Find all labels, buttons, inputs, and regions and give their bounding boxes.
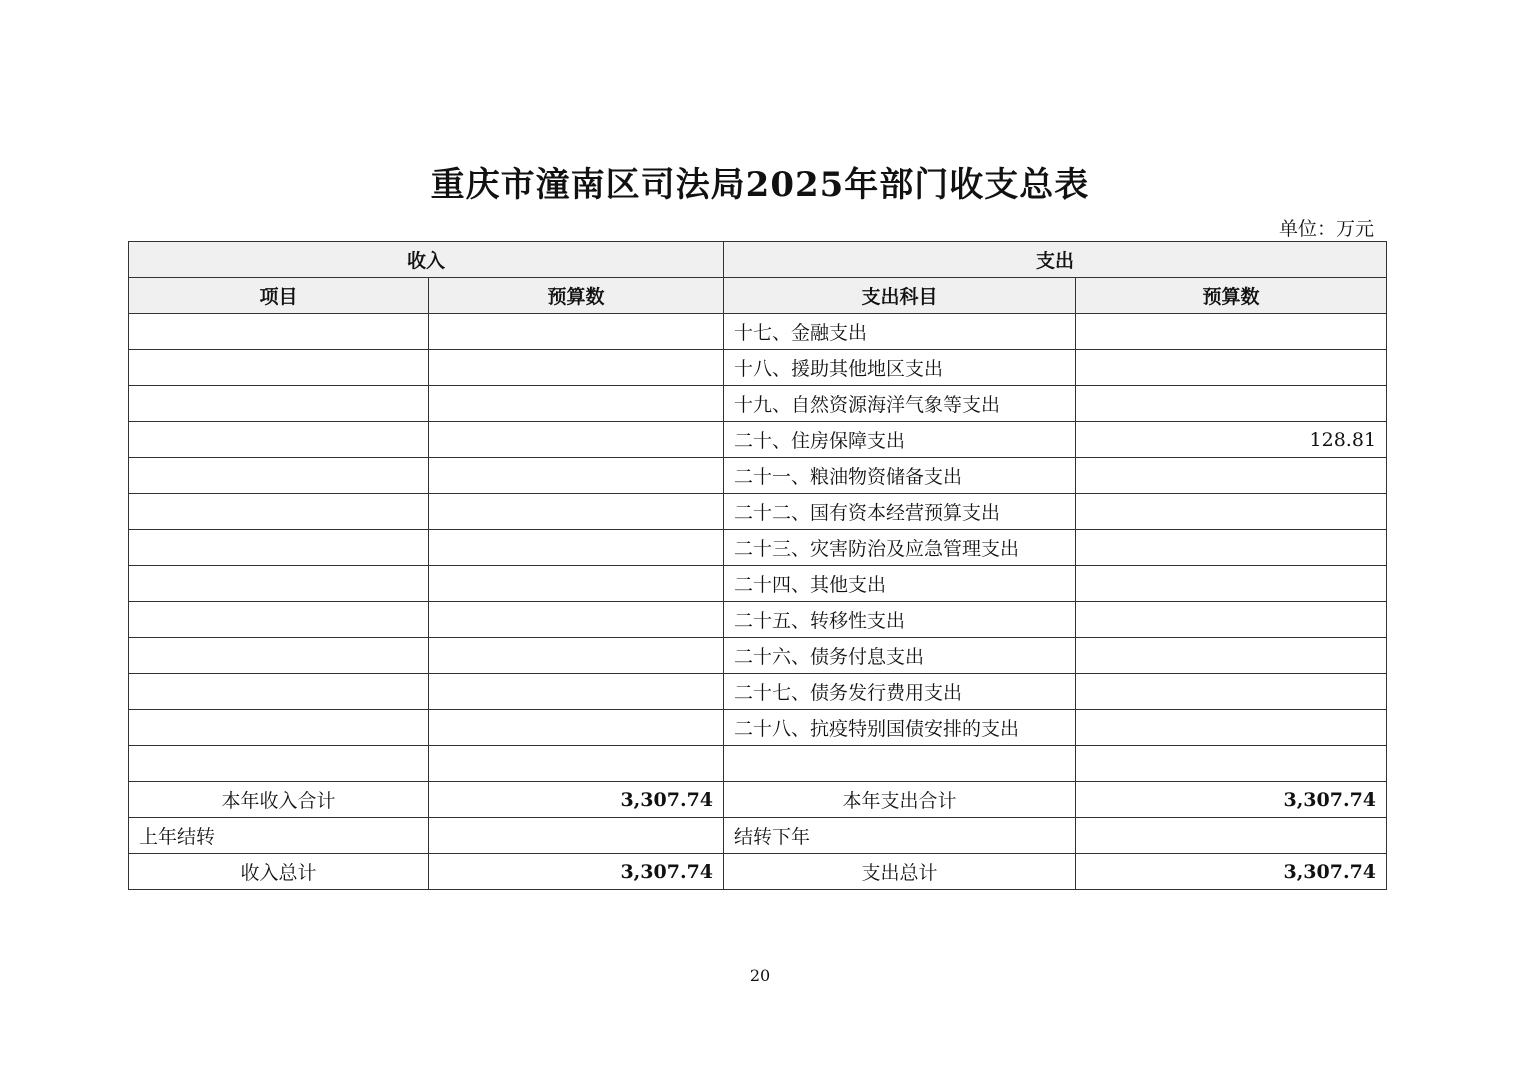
expense-item-cell: 二十四、其他支出 [724, 566, 1076, 602]
income-item-cell [129, 638, 429, 674]
table-row [129, 566, 1387, 602]
expense-item-cell: 十九、自然资源海洋气象等支出 [724, 386, 1076, 422]
income-item-cell [129, 494, 429, 530]
expense-budget-cell [1076, 494, 1387, 530]
year-income-label: 本年收入合计 [129, 782, 429, 818]
document-title: 重庆市潼南区司法局2025年部门收支总表 [430, 165, 1090, 205]
expense-budget-cell [1076, 350, 1387, 386]
expense-total-value: 3,307.74 [1076, 854, 1387, 890]
income-budget-cell [429, 674, 724, 710]
unit-label: 单位：万元 [1278, 218, 1374, 240]
income-budget-cell [429, 422, 724, 458]
income-budget-cell [429, 638, 724, 674]
income-header: 收入 [129, 242, 724, 278]
income-item-cell [129, 458, 429, 494]
expense-budget-cell [1076, 458, 1387, 494]
year-income-value: 3,307.74 [429, 782, 724, 818]
carryover-out-value [1076, 818, 1387, 854]
table-row [129, 746, 1387, 782]
income-item-cell [129, 710, 429, 746]
income-budget-cell [429, 494, 724, 530]
expense-item-cell: 二十一、粮油物资储备支出 [724, 458, 1076, 494]
income-budget-cell [429, 386, 724, 422]
expense-header: 支出 [724, 242, 1387, 278]
table-row [129, 710, 1387, 746]
income-budget-cell [429, 566, 724, 602]
income-item-cell [129, 530, 429, 566]
income-item-header: 项目 [129, 278, 429, 314]
income-budget-cell [429, 530, 724, 566]
table-row [129, 674, 1387, 710]
expense-item-cell: 二十五、转移性支出 [724, 602, 1076, 638]
income-budget-cell [429, 746, 724, 782]
header-column-row [129, 278, 1387, 314]
income-budget-cell [429, 602, 724, 638]
table-row [129, 638, 1387, 674]
carryover-row [129, 818, 1387, 854]
table-row [129, 350, 1387, 386]
expense-budget-cell [1076, 566, 1387, 602]
income-budget-cell [429, 710, 724, 746]
carryover-in-value [429, 818, 724, 854]
expense-item-header: 支出科目 [724, 278, 1076, 314]
income-total-label: 收入总计 [129, 854, 429, 890]
expense-budget-cell [1076, 638, 1387, 674]
income-budget-cell [429, 314, 724, 350]
income-item-cell [129, 566, 429, 602]
budget-summary-table [128, 241, 1387, 890]
table-row [129, 602, 1387, 638]
expense-item-cell: 二十二、国有资本经营预算支出 [724, 494, 1076, 530]
table-body [129, 314, 1387, 782]
table-row [129, 386, 1387, 422]
header-group-row [129, 242, 1387, 278]
expense-item-cell: 二十六、债务付息支出 [724, 638, 1076, 674]
expense-budget-cell [1076, 746, 1387, 782]
expense-item-cell: 二十七、债务发行费用支出 [724, 674, 1076, 710]
expense-budget-cell [1076, 386, 1387, 422]
income-item-cell [129, 746, 429, 782]
page-number: 20 [749, 966, 771, 985]
expense-total-label: 支出总计 [724, 854, 1076, 890]
income-item-cell [129, 674, 429, 710]
grand-total-row [129, 854, 1387, 890]
year-expense-label: 本年支出合计 [724, 782, 1076, 818]
table-row [129, 494, 1387, 530]
expense-item-cell: 十七、金融支出 [724, 314, 1076, 350]
expense-budget-cell [1076, 674, 1387, 710]
carryover-in-label: 上年结转 [129, 818, 429, 854]
income-item-cell [129, 314, 429, 350]
expense-item-cell: 十八、援助其他地区支出 [724, 350, 1076, 386]
income-item-cell [129, 350, 429, 386]
totals-body [129, 782, 1387, 890]
expense-item-cell: 二十八、抗疫特别国债安排的支出 [724, 710, 1076, 746]
expense-budget-cell [1076, 710, 1387, 746]
income-total-value: 3,307.74 [429, 854, 724, 890]
year-total-row [129, 782, 1387, 818]
table-row [129, 530, 1387, 566]
carryover-out-label: 结转下年 [724, 818, 1076, 854]
expense-item-cell: 二十三、灾害防治及应急管理支出 [724, 530, 1076, 566]
income-item-cell [129, 386, 429, 422]
expense-budget-cell: 128.81 [1076, 422, 1387, 458]
year-expense-value: 3,307.74 [1076, 782, 1387, 818]
income-item-cell [129, 422, 429, 458]
income-budget-cell [429, 458, 724, 494]
income-item-cell [129, 602, 429, 638]
expense-budget-cell [1076, 602, 1387, 638]
expense-budget-cell [1076, 530, 1387, 566]
expense-item-cell [724, 746, 1076, 782]
expense-item-cell: 二十、住房保障支出 [724, 422, 1076, 458]
table-row [129, 458, 1387, 494]
table-row [129, 314, 1387, 350]
expense-budget-header: 预算数 [1076, 278, 1387, 314]
table-row [129, 422, 1387, 458]
expense-budget-cell [1076, 314, 1387, 350]
income-budget-cell [429, 350, 724, 386]
income-budget-header: 预算数 [429, 278, 724, 314]
